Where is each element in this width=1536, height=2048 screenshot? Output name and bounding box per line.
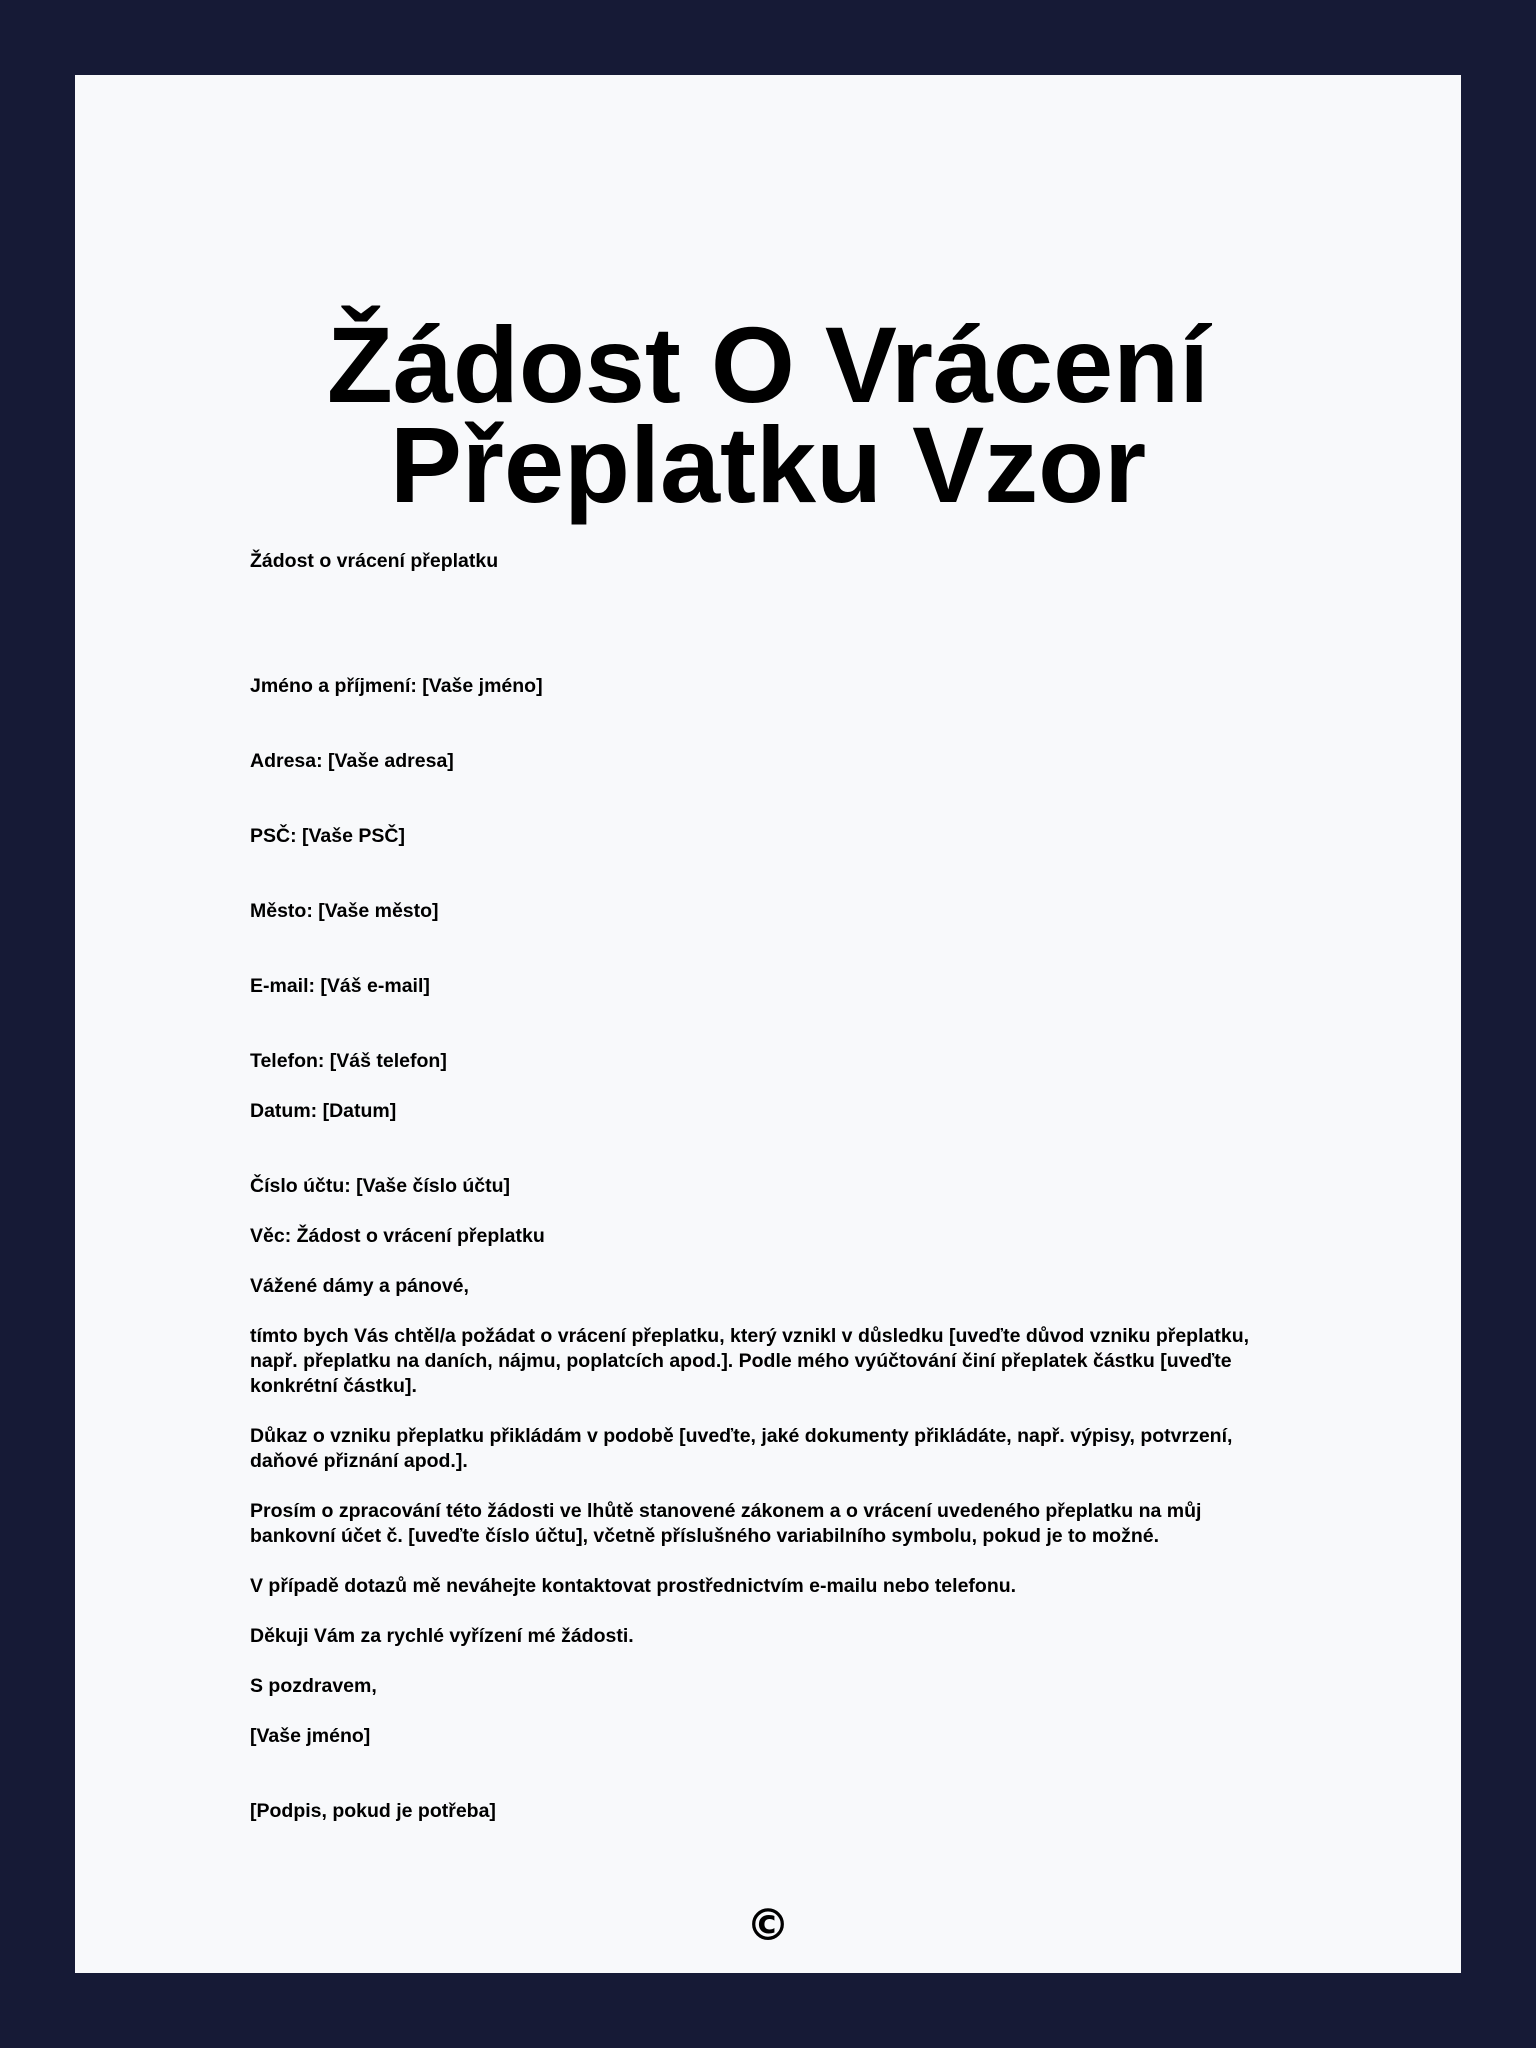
field-name: Jméno a příjmení: [Vaše jméno] [250, 675, 543, 697]
body-paragraph-thanks: Děkuji Vám za rychlé vyřízení mé žádosti. [250, 1625, 634, 1647]
field-email: E-mail: [Váš e-mail] [250, 975, 430, 997]
field-account: Číslo účtu: [Vaše číslo účtu] [250, 1175, 511, 1197]
signature-name: [Vaše jméno] [250, 1725, 371, 1747]
field-zip: PSČ: [Vaše PSČ] [250, 825, 405, 847]
document-page [75, 75, 1461, 1973]
field-city: Město: [Vaše město] [250, 900, 439, 922]
body-paragraph-request: Prosím o zpracování této žádosti ve lhůtě stanovené zákonem a o vrácení uvedeného přeplatku na můj bankovní účet č. [uveďte číslo účtu], včetně příslušného variabilního symbolu, pokud je to možné. [250, 1500, 1202, 1547]
field-address: Adresa: [Vaše adresa] [250, 750, 454, 772]
signature-line: [Podpis, pokud je potřeba] [250, 1800, 496, 1822]
body-paragraph-contact: V případě dotazů mě neváhejte kontaktovat prostřednictvím e-mailu nebo telefonu. [250, 1575, 1017, 1597]
letter-salutation: Vážené dámy a pánové, [250, 1275, 469, 1297]
field-phone: Telefon: [Váš telefon] [250, 1050, 447, 1072]
document-title: Žádost O Vrácení Přeplatku Vzor [326, 304, 1210, 525]
body-paragraph-reason: tímto bych Vás chtěl/a požádat o vrácení přeplatku, který vznikl v důsledku [uveďte důvod vzniku přeplatku, např. přeplatku na daních, nájmu, poplatcích apod.]. Podle mého vyúčtování činí přeplatek částku [uveďte konkrétní částku]. [250, 1325, 1250, 1397]
field-date: Datum: [Datum] [250, 1100, 397, 1122]
letter-closing: S pozdravem, [250, 1675, 377, 1697]
letter-heading: Žádost o vrácení přeplatku [250, 550, 499, 572]
body-paragraph-evidence: Důkaz o vzniku přeplatku přikládám v podobě [uveďte, jaké dokumenty přikládáte, např. výpisy, potvrzení, daňové přiznání apod.]. [250, 1425, 1233, 1472]
letter-subject: Věc: Žádost o vrácení přeplatku [250, 1225, 545, 1247]
copyright-icon: © [746, 1900, 790, 1951]
